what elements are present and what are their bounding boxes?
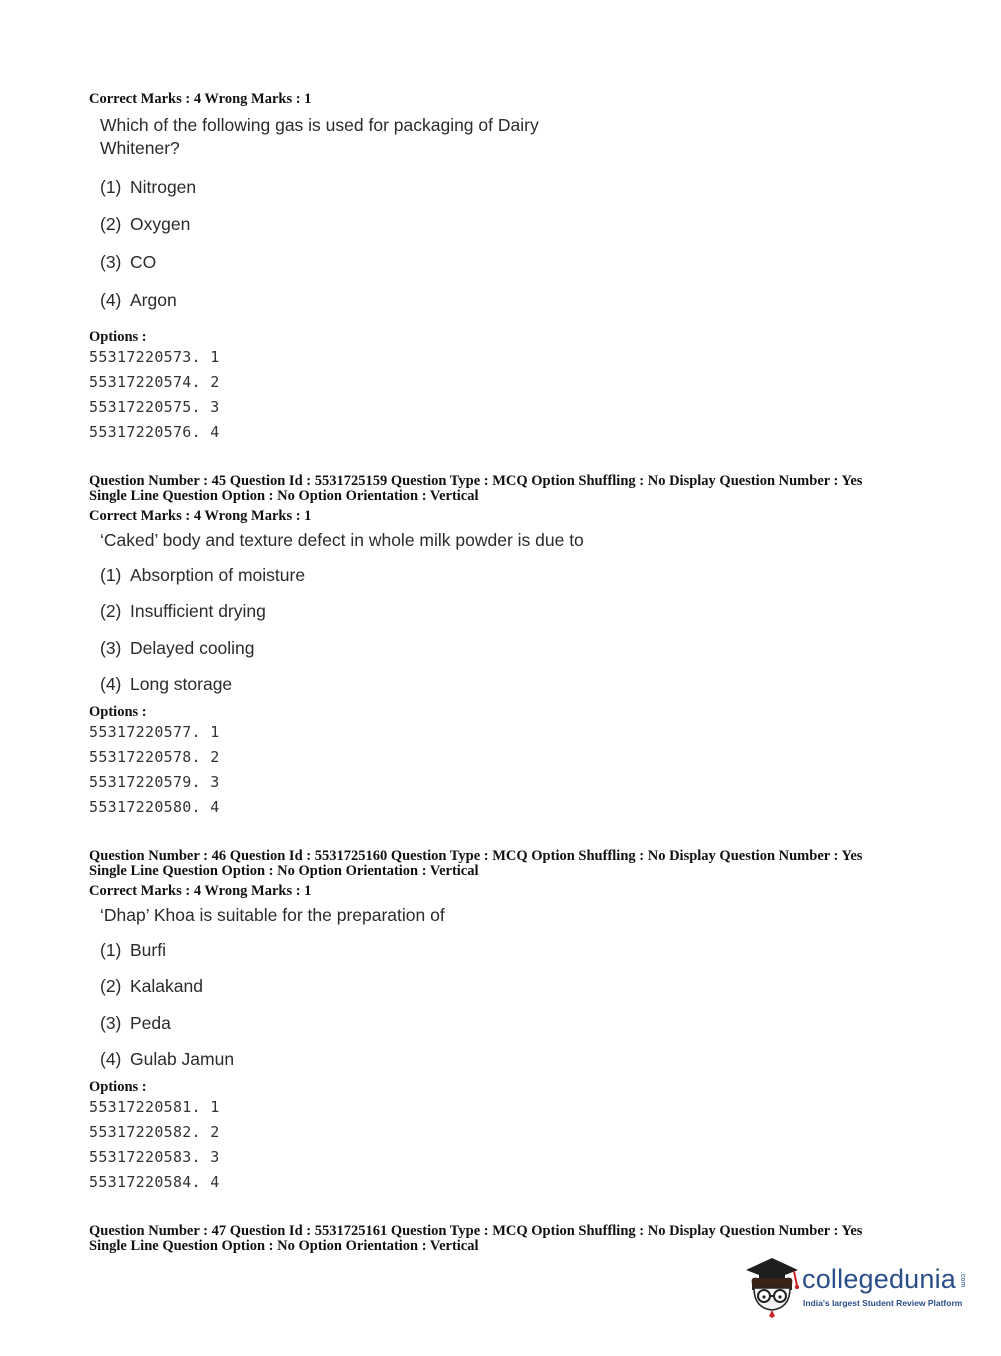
q46-option-code: 55317220584. 4 — [89, 1173, 220, 1191]
q44-option-2 — [100, 214, 190, 235]
option-text: Gulab Jamun — [130, 1049, 235, 1069]
logo-brand-text: collegedunia — [802, 1264, 957, 1294]
q44-option-1 — [100, 177, 196, 198]
option-number: (3) — [100, 1013, 122, 1033]
option-number: (4) — [100, 1049, 122, 1069]
option-text: Argon — [130, 290, 177, 310]
q45-options-label: Options : — [89, 704, 147, 720]
q45-marks: Correct Marks : 4 Wrong Marks : 1 — [89, 508, 312, 524]
logo-com-text: .com — [959, 1272, 966, 1288]
option-number: (1) — [100, 940, 122, 960]
q44-options-label: Options : — [89, 329, 147, 345]
option-text: Kalakand — [130, 976, 203, 996]
option-text: Nitrogen — [130, 177, 197, 197]
q45-question-text: ‘Caked’ body and texture defect in whole milk powder is due to — [100, 530, 584, 550]
option-text: Oxygen — [130, 214, 191, 234]
q46-meta-line2: Single Line Question Option : No Option Orientation : Vertical — [89, 863, 479, 879]
option-number: (2) — [100, 214, 122, 234]
q45-option-code: 55317220578. 2 — [89, 748, 220, 766]
option-text: Delayed cooling — [130, 638, 255, 658]
option-number: (4) — [100, 674, 122, 694]
option-number: (2) — [100, 601, 122, 621]
q45-option-4 — [100, 674, 232, 695]
mascot-icon — [742, 1252, 804, 1318]
option-text: Absorption of moisture — [130, 565, 306, 585]
q47-meta-line1: Question Number : 47 Question Id : 5531725161 Question Type : MCQ Option Shuffling : No Display Question Number : Yes — [89, 1223, 863, 1239]
q45-meta-line2: Single Line Question Option : No Option Orientation : Vertical — [89, 488, 479, 504]
q46-meta-line1: Question Number : 46 Question Id : 5531725160 Question Type : MCQ Option Shuffling : No Display Question Number : Yes — [89, 848, 863, 864]
option-number: (1) — [100, 177, 122, 197]
q46-option-code: 55317220583. 3 — [89, 1148, 220, 1166]
q46-option-code: 55317220582. 2 — [89, 1123, 220, 1141]
q44-option-code: 55317220574. 2 — [89, 373, 220, 391]
q45-option-code: 55317220580. 4 — [89, 798, 220, 816]
q46-options-label: Options : — [89, 1079, 147, 1095]
q45-option-code: 55317220577. 1 — [89, 723, 220, 741]
option-text: Peda — [130, 1013, 171, 1033]
q44-question-line2: Whitener? — [100, 138, 180, 158]
q45-option-1 — [100, 565, 305, 586]
q45-option-2 — [100, 601, 266, 622]
q44-option-code: 55317220573. 1 — [89, 348, 220, 366]
option-text: Insufficient drying — [130, 601, 266, 621]
option-number: (1) — [100, 565, 122, 585]
q44-option-3 — [100, 252, 156, 273]
q46-marks: Correct Marks : 4 Wrong Marks : 1 — [89, 883, 312, 899]
q44-question-text — [100, 114, 539, 160]
q44-option-code: 55317220575. 3 — [89, 398, 220, 416]
q46-option-1 — [100, 940, 166, 961]
option-number: (4) — [100, 290, 122, 310]
q46-option-2 — [100, 976, 203, 997]
q44-option-code: 55317220576. 4 — [89, 423, 220, 441]
q45-meta-line1: Question Number : 45 Question Id : 5531725159 Question Type : MCQ Option Shuffling : No Display Question Number : Yes — [89, 473, 863, 489]
q44-question-line1: Which of the following gas is used for packaging of Dairy — [100, 115, 539, 135]
option-number: (2) — [100, 976, 122, 996]
q45-option-code: 55317220579. 3 — [89, 773, 220, 791]
q46-option-4 — [100, 1049, 234, 1070]
option-text: Long storage — [130, 674, 233, 694]
q46-option-code: 55317220581. 1 — [89, 1098, 220, 1116]
q44-marks: Correct Marks : 4 Wrong Marks : 1 — [89, 91, 312, 107]
q46-option-3 — [100, 1013, 171, 1034]
q45-option-3 — [100, 638, 255, 659]
option-text: Burfi — [130, 940, 166, 960]
option-number: (3) — [100, 638, 122, 658]
q46-question-text: ‘Dhap’ Khoa is suitable for the preparation of — [100, 905, 445, 925]
q44-option-4 — [100, 290, 177, 311]
option-text: CO — [130, 252, 157, 272]
q47-meta-line2: Single Line Question Option : No Option Orientation : Vertical — [89, 1238, 479, 1254]
collegedunia-logo[interactable] — [742, 1252, 972, 1318]
logo-tagline: India's largest Student Review Platform — [803, 1298, 963, 1308]
option-number: (3) — [100, 252, 122, 272]
